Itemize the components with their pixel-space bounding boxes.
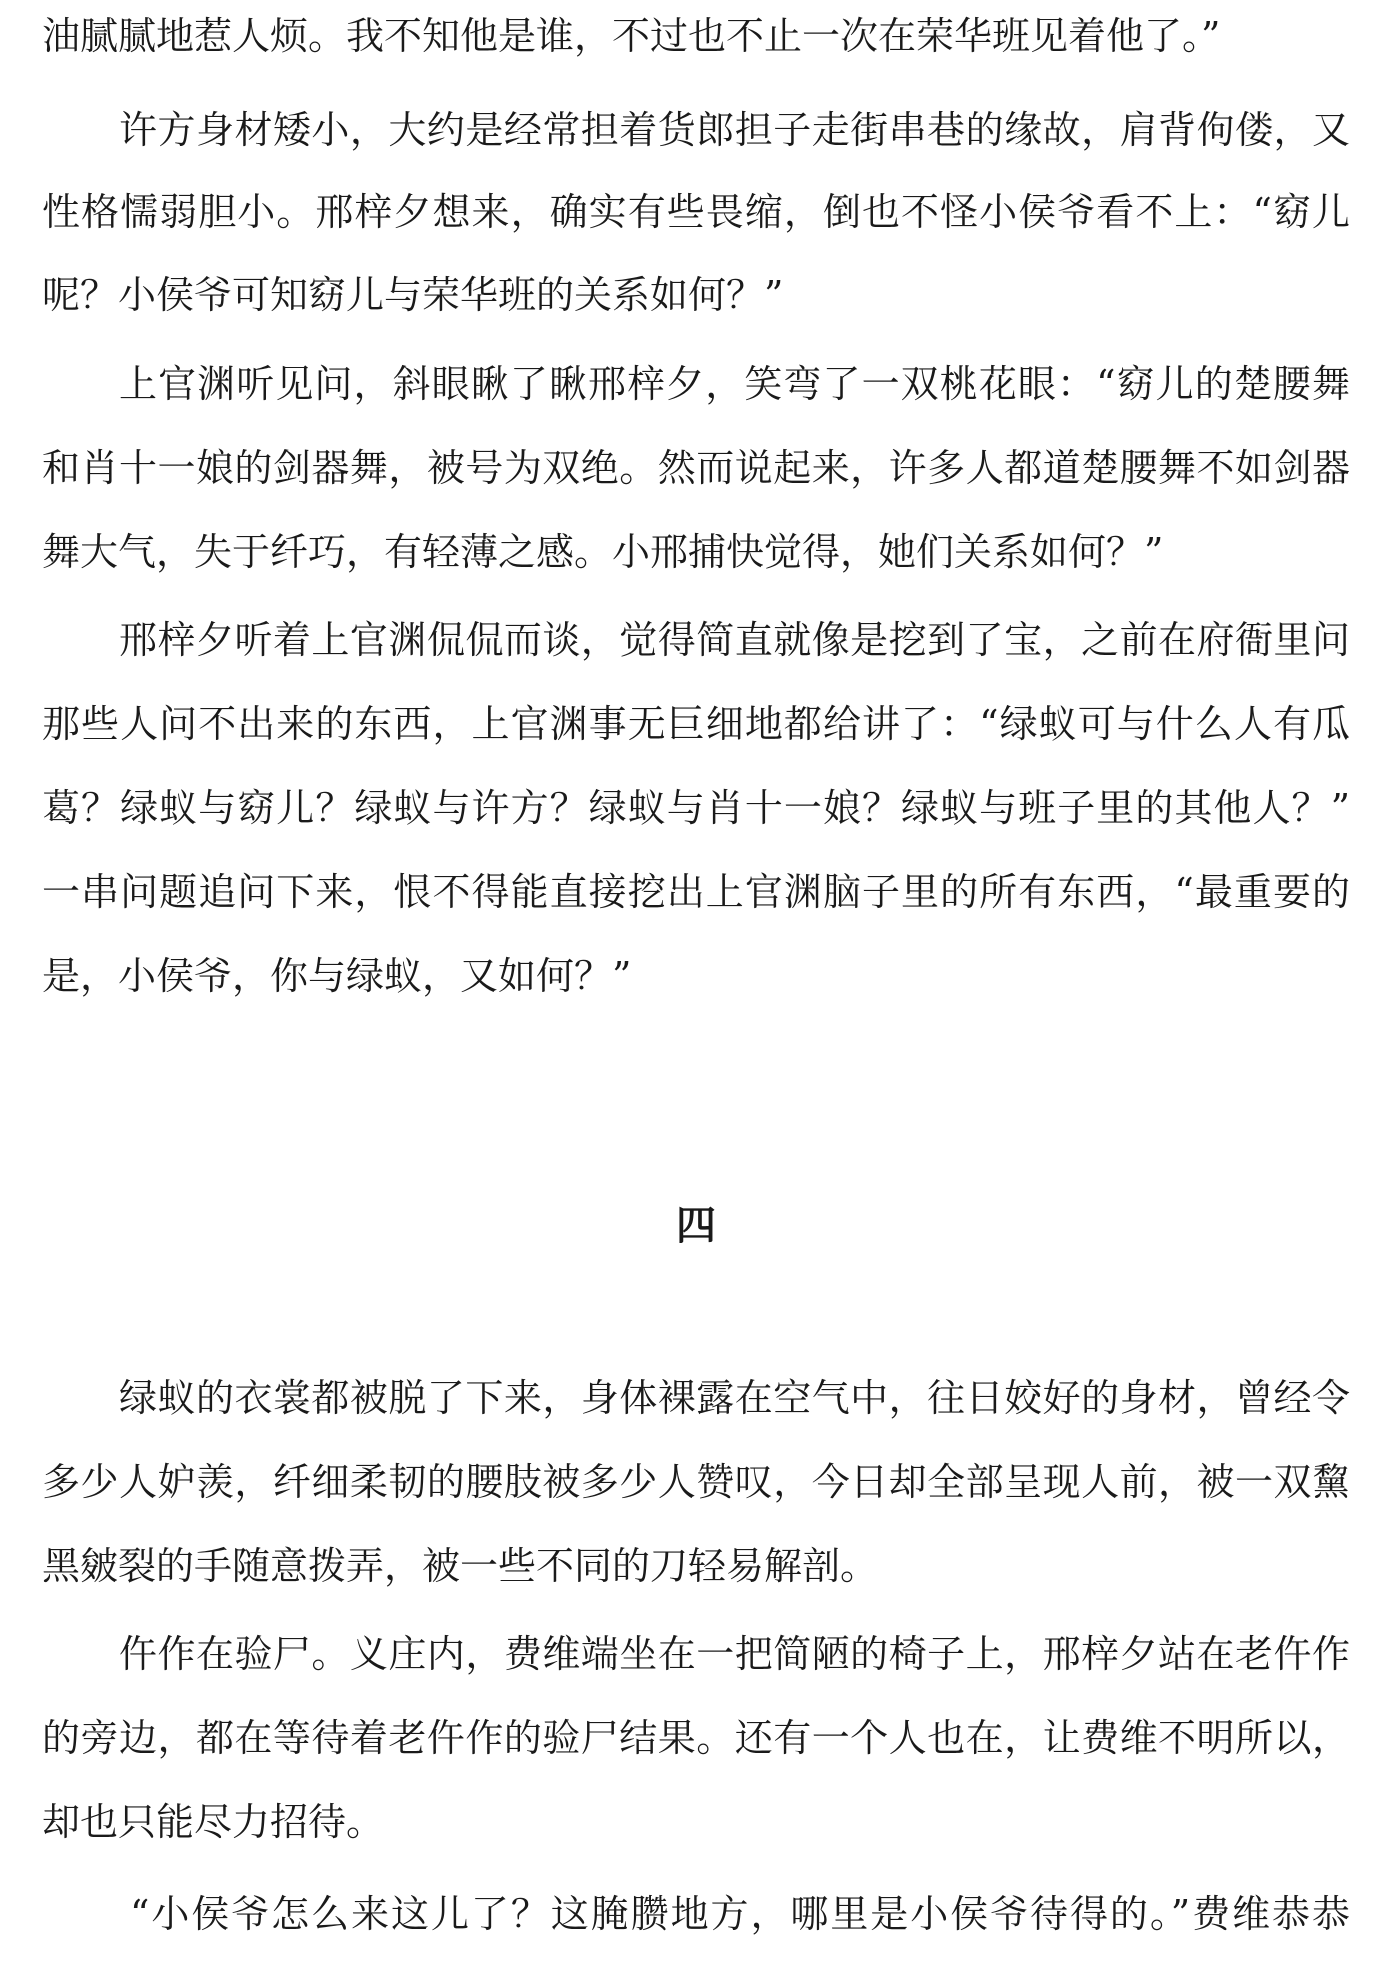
text-line: 多少人妒羡，纤细柔韧的腰肢被多少人赞叹，今日却全部呈现人前，被一双黧: [42, 1460, 1350, 1504]
text-line: 上官渊听见问，斜眼瞅了瞅邢梓夕，笑弯了一双桃花眼：“窈儿的楚腰舞: [119, 362, 1350, 406]
text-line: 油腻腻地惹人烦。我不知他是谁，不过也不止一次在荣华班见着他了。”: [42, 14, 1221, 58]
text-line: 仵作在验尸。义庄内，费维端坐在一把简陋的椅子上，邢梓夕站在老仵作: [119, 1632, 1350, 1676]
text-line: 的旁边，都在等待着老仵作的验尸结果。还有一个人也在，让费维不明所以，: [42, 1716, 1350, 1760]
text-line: 许方身材矮小，大约是经常担着货郎担子走街串巷的缘故，肩背佝偻，又: [119, 108, 1350, 152]
text-line: 葛？绿蚁与窈儿？绿蚁与许方？绿蚁与肖十一娘？绿蚁与班子里的其他人？”: [42, 786, 1350, 830]
text-line: 黑皴裂的手随意拨弄，被一些不同的刀轻易解剖。: [42, 1544, 879, 1588]
text-line: 是，小侯爷，你与绿蚁，又如何？”: [42, 954, 632, 998]
text-line: 呢？小侯爷可知窈儿与荣华班的关系如何？”: [42, 273, 784, 317]
text-line: 一串问题追问下来，恨不得能直接挖出上官渊脑子里的所有东西，“最重要的: [42, 870, 1350, 914]
text-line: 邢梓夕听着上官渊侃侃而谈，觉得简直就像是挖到了宝，之前在府衙里问: [119, 618, 1350, 662]
text-line: 绿蚁的衣裳都被脱了下来，身体裸露在空气中，往日姣好的身材，曾经令: [119, 1376, 1350, 1420]
text-line: 那些人问不出来的东西，上官渊事无巨细地都给讲了：“绿蚁可与什么人有瓜: [42, 702, 1350, 746]
text-line: 却也只能尽力招待。: [42, 1800, 385, 1844]
chapter-heading: 四: [676, 1202, 716, 1249]
text-line: 舞大气，失于纤巧，有轻薄之感。小邢捕快觉得，她们关系如何？”: [42, 530, 1164, 574]
text-line: 性格懦弱胆小。邢梓夕想来，确实有些畏缩，倒也不怪小侯爷看不上：“窈儿: [42, 190, 1350, 234]
text-line: 和肖十一娘的剑器舞，被号为双绝。然而说起来，许多人都道楚腰舞不如剑器: [42, 446, 1350, 490]
text-line: “小侯爷怎么来这儿了？这腌臜地方，哪里是小侯爷待得的。”费维恭恭: [130, 1892, 1350, 1936]
